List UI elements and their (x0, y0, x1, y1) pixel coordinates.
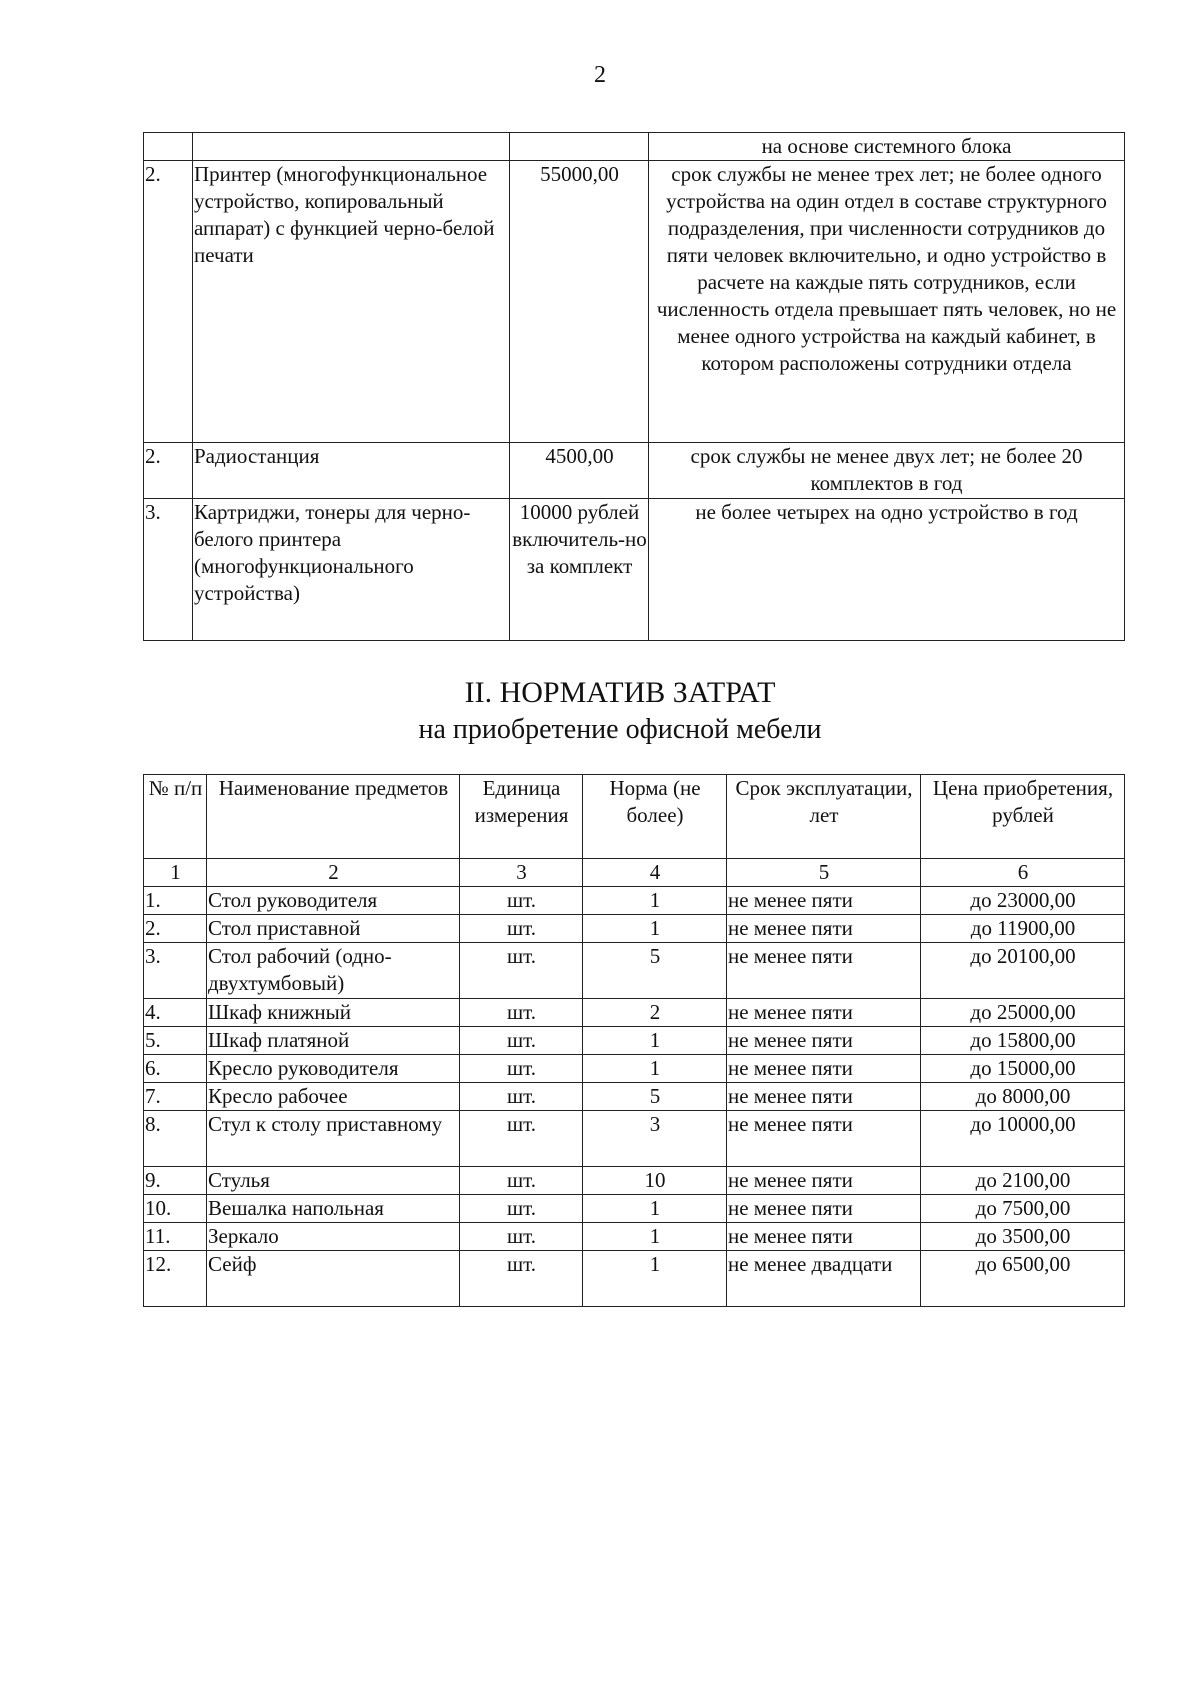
item-name: Стол приставной (207, 915, 460, 943)
item-term: не менее пяти (727, 1027, 921, 1055)
row-number: 6. (144, 1055, 207, 1083)
item-price: до 11900,00 (921, 915, 1125, 943)
item-norm: 5 (583, 1083, 727, 1111)
item-price: до 8000,00 (921, 1083, 1125, 1111)
row-number: 4. (144, 999, 207, 1027)
table-row (144, 499, 1125, 641)
item-price: 4500,00 (510, 443, 649, 499)
item-unit: шт. (460, 943, 583, 999)
table-row (144, 1195, 1125, 1223)
item-unit: шт. (460, 1111, 583, 1167)
item-name: Радиостанция (193, 443, 510, 499)
header-number: № п/п (144, 775, 207, 859)
item-price (510, 133, 649, 161)
item-price: до 23000,00 (921, 887, 1125, 915)
row-number: 2. (144, 161, 193, 443)
item-name: Стулья (207, 1167, 460, 1195)
item-name: Шкаф книжный (207, 999, 460, 1027)
table-row (144, 887, 1125, 915)
item-term: не менее пяти (727, 887, 921, 915)
header-price: Цена приобретения, рублей (921, 775, 1125, 859)
row-number: 11. (144, 1223, 207, 1251)
row-number: 2. (144, 443, 193, 499)
item-note: не более четырех на одно устройство в год (649, 499, 1125, 641)
column-number: 3 (460, 859, 583, 887)
row-number: 7. (144, 1083, 207, 1111)
table-row (144, 133, 1125, 161)
item-norm: 1 (583, 1223, 727, 1251)
row-number: 3. (144, 499, 193, 641)
row-number: 5. (144, 1027, 207, 1055)
header-row (144, 775, 1125, 859)
item-price: до 6500,00 (921, 1251, 1125, 1307)
item-name: Сейф (207, 1251, 460, 1307)
item-term: не менее пяти (727, 999, 921, 1027)
table-row (144, 1083, 1125, 1111)
item-price: до 7500,00 (921, 1195, 1125, 1223)
table-row (144, 1027, 1125, 1055)
table-row (144, 1055, 1125, 1083)
item-norm: 1 (583, 1251, 727, 1307)
item-norm: 5 (583, 943, 727, 999)
item-note: срок службы не менее двух лет; не более 20 комплектов в год (649, 443, 1125, 499)
row-number (144, 133, 193, 161)
table-row (144, 999, 1125, 1027)
item-term: не менее пяти (727, 1111, 921, 1167)
row-number: 3. (144, 943, 207, 999)
item-norm: 1 (583, 1055, 727, 1083)
item-name: Принтер (многофункциональное устройство, копировальный аппарат) с функцией черно-белой печати (193, 161, 510, 443)
item-term: не менее пяти (727, 1055, 921, 1083)
item-term: не менее пяти (727, 1223, 921, 1251)
table-row (144, 943, 1125, 999)
section-title: II. НОРМАТИВ ЗАТРАТ (464, 676, 776, 709)
item-term: не менее пяти (727, 1195, 921, 1223)
column-number: 6 (921, 859, 1125, 887)
item-name: Картриджи, тонеры для черно-белого принтера (многофункционального устройства) (193, 499, 510, 641)
item-price: 10000 рублей включитель-но за комплект (510, 499, 649, 641)
item-price: 55000,00 (510, 161, 649, 443)
item-note: срок службы не менее трех лет; не более одного устройства на один отдел в составе структурного подразделения, при численности сотрудников до пяти человек включительно, и одно устройство в расчете на каждые пять сотрудников, если численность отдела превышает пять человек, но не менее одного устройства на каждый кабинет, в котором расположены сотрудники отдела (649, 161, 1125, 443)
item-price: до 15000,00 (921, 1055, 1125, 1083)
column-numbers-row (144, 859, 1125, 887)
header-norm: Норма (не более) (583, 775, 727, 859)
item-price: до 15800,00 (921, 1027, 1125, 1055)
item-unit: шт. (460, 1223, 583, 1251)
section-subtitle: на приобретение офисной мебели (418, 714, 822, 745)
item-norm: 1 (583, 887, 727, 915)
item-name: Стол руководителя (207, 887, 460, 915)
table-row (144, 1223, 1125, 1251)
column-number: 4 (583, 859, 727, 887)
item-unit: шт. (460, 999, 583, 1027)
item-unit: шт. (460, 1251, 583, 1307)
row-number: 10. (144, 1195, 207, 1223)
item-unit: шт. (460, 1195, 583, 1223)
row-number: 2. (144, 915, 207, 943)
item-name: Стул к столу приставному (207, 1111, 460, 1167)
header-name: Наименование предметов (207, 775, 460, 859)
item-name (193, 133, 510, 161)
item-name: Зеркало (207, 1223, 460, 1251)
column-number: 2 (207, 859, 460, 887)
item-norm: 3 (583, 1111, 727, 1167)
item-unit: шт. (460, 1027, 583, 1055)
row-number: 8. (144, 1111, 207, 1167)
item-term: не менее двадцати (727, 1251, 921, 1307)
page-number: 2 (594, 62, 606, 88)
item-norm: 1 (583, 915, 727, 943)
item-term: не менее пяти (727, 1083, 921, 1111)
item-name: Стол рабочий (одно-двухтумбовый) (207, 943, 460, 999)
table-row (144, 1251, 1125, 1307)
item-price: до 2100,00 (921, 1167, 1125, 1195)
header-unit: Единица измерения (460, 775, 583, 859)
item-norm: 10 (583, 1167, 727, 1195)
table-row (144, 915, 1125, 943)
item-norm: 1 (583, 1195, 727, 1223)
column-number: 1 (144, 859, 207, 887)
column-number: 5 (727, 859, 921, 887)
furniture-norms-table (143, 774, 1125, 1307)
item-term: не менее пяти (727, 943, 921, 999)
item-unit: шт. (460, 915, 583, 943)
item-term: не менее пяти (727, 915, 921, 943)
item-unit: шт. (460, 1167, 583, 1195)
row-number: 12. (144, 1251, 207, 1307)
item-price: до 3500,00 (921, 1223, 1125, 1251)
table-row (144, 1167, 1125, 1195)
item-name: Кресло рабочее (207, 1083, 460, 1111)
row-number: 9. (144, 1167, 207, 1195)
table-row (144, 161, 1125, 443)
item-price: до 20100,00 (921, 943, 1125, 999)
item-name: Вешалка напольная (207, 1195, 460, 1223)
item-unit: шт. (460, 1055, 583, 1083)
item-note: на основе системного блока (649, 133, 1125, 161)
equipment-norms-table (143, 132, 1125, 641)
item-name: Кресло руководителя (207, 1055, 460, 1083)
item-norm: 2 (583, 999, 727, 1027)
table-row (144, 443, 1125, 499)
item-price: до 25000,00 (921, 999, 1125, 1027)
item-unit: шт. (460, 1083, 583, 1111)
header-term: Срок эксплуатации, лет (727, 775, 921, 859)
item-price: до 10000,00 (921, 1111, 1125, 1167)
item-norm: 1 (583, 1027, 727, 1055)
table-row (144, 1111, 1125, 1167)
item-unit: шт. (460, 887, 583, 915)
item-term: не менее пяти (727, 1167, 921, 1195)
item-name: Шкаф платяной (207, 1027, 460, 1055)
row-number: 1. (144, 887, 207, 915)
